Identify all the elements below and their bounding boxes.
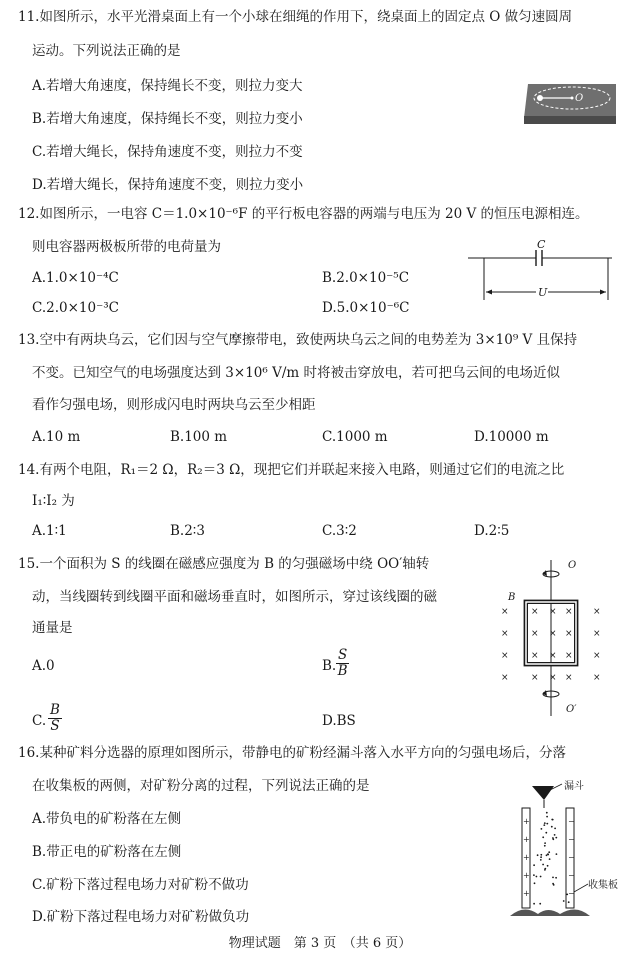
ore-particle [543, 824, 545, 826]
ore-particle [540, 856, 542, 858]
svg-text:+: + [523, 835, 530, 844]
ore-particle [544, 842, 546, 844]
q11-stem-line1: 11.如图所示，水平光滑桌面上有一个小球在细绳的作用下，绕桌面上的固定点 O 做匀速圆周 [18, 9, 573, 25]
ore-particle [544, 822, 546, 824]
q14-option-b: B.2∶3 [170, 523, 205, 539]
svg-text:+: + [523, 871, 530, 880]
ore-particle [542, 836, 544, 838]
q16-ore-separator-figure [500, 780, 638, 920]
q14-option-a: A.1∶1 [32, 523, 67, 539]
ore-particle [551, 826, 553, 828]
ore-particle [542, 864, 544, 866]
field-cross-mark: × [593, 651, 601, 661]
ore-particle [534, 882, 536, 884]
q13-stem-line3: 看作匀强电场，则形成闪电时两块乌云至少相距 [32, 397, 316, 413]
ore-particle [537, 854, 539, 856]
q15-option-b-fraction [336, 648, 349, 679]
q13-option-b: B.100 m [170, 429, 228, 445]
field-cross-mark: × [565, 607, 573, 617]
page-footer: 物理试题 第 3 页 （共 6 页） [228, 936, 412, 951]
q11-label-o: O [575, 93, 584, 104]
field-cross-mark: × [593, 629, 601, 639]
q11-option-a: A.若增大角速度，保持绳长不变，则拉力变大 [32, 78, 303, 94]
q13-option-c: C.1000 m [322, 429, 388, 445]
q15-option-c-prefix: C. [32, 713, 47, 729]
q15-label-o: O [568, 560, 577, 571]
q12-option-b: B.2.0×10⁻⁵C [322, 270, 410, 286]
svg-text:−: − [568, 853, 575, 862]
q16-option-c: C.矿粉下落过程电场力对矿粉不做功 [32, 877, 249, 893]
field-cross-mark: × [501, 673, 509, 683]
svg-text:−: − [568, 817, 575, 826]
field-cross-mark: × [565, 673, 573, 683]
q12-capacitor-circuit [462, 234, 622, 304]
ore-particle [547, 865, 549, 867]
q15-label-o-prime: O′ [566, 704, 577, 715]
svg-text:−: − [568, 835, 575, 844]
ore-particle [541, 828, 543, 830]
q16-stem-line2: 在收集板的两侧，对矿粉分离的过程，下列说法正确的是 [32, 778, 370, 794]
ore-particle [552, 837, 554, 839]
field-cross-mark: × [593, 607, 601, 617]
ore-particle [568, 901, 570, 903]
ore-particle [533, 874, 535, 876]
ore-particle [545, 832, 547, 834]
q15-option-a: A.0 [32, 658, 55, 674]
ore-particle [546, 823, 548, 825]
q15-stem-line1: 15.一个面积为 S 的线圈在磁感应强度为 B 的匀强磁场中绕 OO′轴转 [18, 556, 430, 572]
ore-particle [555, 837, 557, 839]
ore-particle [536, 876, 538, 878]
q16-stem-line1: 16.某种矿料分选器的原理如图所示，带静电的矿粉经漏斗落入水平方向的匀强电场后，分落 [18, 745, 566, 761]
ore-particle [552, 877, 554, 879]
field-cross-mark: × [593, 673, 601, 683]
q13-option-a: A.10 m [32, 429, 81, 445]
ore-particle [554, 834, 556, 836]
q12-option-d: D.5.0×10⁻⁶C [322, 300, 410, 316]
field-cross-mark: × [501, 651, 509, 661]
field-cross-mark: × [531, 673, 539, 683]
field-cross-mark: × [531, 629, 539, 639]
q14-stem-line1: 14.有两个电阻，R₁＝2 Ω，R₂＝3 Ω，现把它们并联起来接入电路，则通过它们的电流之比 [18, 462, 565, 478]
svg-text:+: + [523, 853, 530, 862]
field-cross-mark: × [549, 651, 557, 661]
field-cross-mark: × [565, 651, 573, 661]
ore-particle [566, 894, 568, 896]
q15-label-b: B [508, 592, 516, 603]
q13-stem-line1: 13.空中有两块乌云，它们因与空气摩擦带电，致使两块乌云之间的电势差为 3×10⁹ V 且保持 [18, 332, 578, 348]
ore-particle [546, 816, 548, 818]
ore-particle [540, 854, 542, 856]
q16-label-plate: 收集板 [588, 880, 618, 891]
ore-particle [533, 864, 535, 866]
q11-option-d: D.若增大绳长，保持角速度不变，则拉力变小 [32, 177, 304, 193]
ore-particle [563, 900, 565, 902]
field-cross-mark: × [501, 629, 509, 639]
ore-particle [552, 883, 554, 885]
q12-label-c: C [537, 238, 546, 251]
ore-particle [555, 877, 557, 879]
q15-coil-magnetic-field-figure [496, 556, 606, 720]
svg-text:+: + [523, 889, 530, 898]
ore-particle [554, 828, 556, 830]
ore-particle [549, 858, 551, 860]
q16-ore-particles [533, 812, 570, 905]
svg-text:−: − [568, 871, 575, 880]
q15-option-b-denominator: B [337, 663, 348, 679]
ore-particle [540, 876, 542, 878]
q15-stem-line3: 通量是 [32, 620, 73, 636]
q16-option-a: A.带负电的矿粉落在左侧 [32, 811, 182, 827]
field-cross-mark: × [531, 651, 539, 661]
q15-stem-line2: 动，当线圈转到线圈平面和磁场垂直时，如图所示，穿过该线圈的磁 [32, 589, 437, 605]
field-cross-mark: × [549, 607, 557, 617]
q16-option-b: B.带正电的矿粉落在左侧 [32, 844, 182, 860]
q12-label-u: U [538, 286, 548, 299]
field-cross-mark: × [531, 607, 539, 617]
q16-label-funnel: 漏斗 [564, 781, 584, 792]
svg-text:+: + [523, 817, 530, 826]
svg-text:−: − [568, 889, 575, 898]
ore-particle [547, 853, 549, 855]
ore-particle [552, 819, 554, 821]
q12-option-c: C.2.0×10⁻³C [32, 300, 119, 316]
q14-option-c: C.3∶2 [322, 523, 357, 539]
q12-option-a: A.1.0×10⁻⁴C [32, 270, 119, 286]
field-cross-mark: × [501, 607, 509, 617]
q12-stem-line2: 则电容器两极板所带的电荷量为 [32, 239, 221, 255]
q13-option-d: D.10000 m [474, 429, 549, 445]
ore-particle [548, 851, 550, 853]
q16-option-d: D.矿粉下落过程电场力对矿粉做负功 [32, 909, 250, 925]
ore-particle [546, 812, 548, 814]
field-cross-mark: × [549, 673, 557, 683]
q11-stem-line2: 运动。下列说法正确的是 [32, 43, 181, 59]
ore-particle [546, 854, 548, 856]
q11-option-c: C.若增大绳长，保持角速度不变，则拉力不变 [32, 144, 303, 160]
ore-particle [533, 903, 535, 905]
ore-particle [539, 903, 541, 905]
q14-option-d: D.2∶5 [474, 523, 510, 539]
q15-option-c-numerator: B [50, 702, 60, 718]
q15-option-d: D.BS [322, 713, 356, 729]
q14-stem-line2: I₁∶I₂ 为 [32, 493, 75, 509]
q11-option-b: B.若增大角速度，保持绳长不变，则拉力变小 [32, 111, 303, 127]
q13-stem-line2: 不变。已知空气的电场强度达到 3×10⁶ V/m 时将被击穿放电，若可把乌云间的电场近似 [32, 365, 560, 381]
q15-option-b-prefix: B. [322, 658, 337, 674]
q15-option-c-fraction [48, 703, 62, 734]
ore-particle [540, 859, 542, 861]
ore-particle [544, 845, 546, 847]
field-cross-mark: × [549, 629, 557, 639]
q15-option-b-numerator: S [338, 647, 348, 663]
ore-particle [544, 869, 546, 871]
ore-particle [556, 853, 558, 855]
q15-option-c-denominator: S [50, 718, 60, 734]
field-cross-mark: × [565, 629, 573, 639]
q12-stem-line1: 12.如图所示，一电容 C＝1.0×10⁻⁶F 的平行板电容器的两端与电压为 20 V 的恒压电源相连。 [18, 206, 589, 222]
q11-table-figure [520, 76, 620, 126]
